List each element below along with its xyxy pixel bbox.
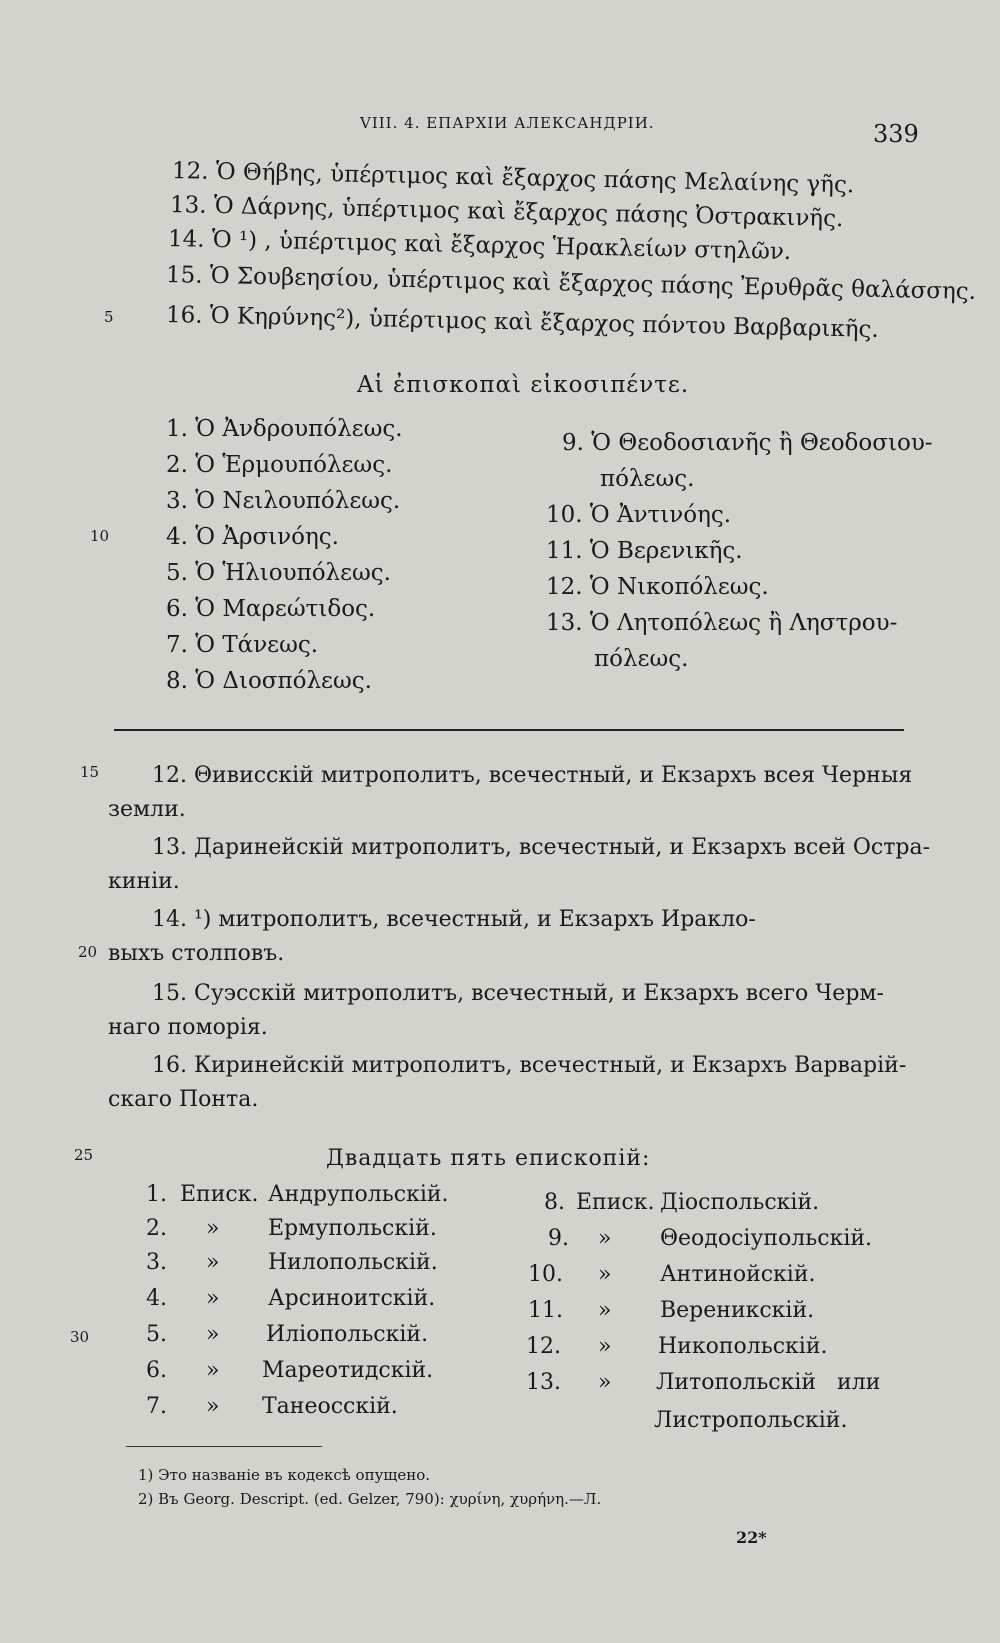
russian-bishop-mark: » xyxy=(206,1286,220,1311)
russian-bishop-num: 2. xyxy=(146,1216,167,1241)
russian-bishop-mark: » xyxy=(206,1216,220,1241)
russian-bishop-mark: » xyxy=(206,1322,220,1347)
russian-bishop-name: Литопольскій или xyxy=(656,1370,881,1395)
running-head: VIII. 4. ЕПАРХІИ АЛЕКСАНДРІИ. xyxy=(360,114,655,132)
russian-bishop-num: 11. xyxy=(528,1298,563,1323)
section-divider xyxy=(114,729,904,731)
greek-bishops-heading: Αἱ ἐπισκοπαὶ εἰκοσιπέντε. xyxy=(357,372,690,398)
margin-line-number: 30 xyxy=(70,1328,90,1346)
russian-bishop-mark: Еписк. xyxy=(180,1182,259,1207)
russian-bishop-num: 12. xyxy=(526,1334,561,1359)
russian-bishop-name: Діоспольскій. xyxy=(660,1190,820,1215)
greek-bishop-entry: 10. Ὁ Ἀντινόης. xyxy=(546,502,732,528)
russian-bishop-num: 6. xyxy=(146,1358,167,1383)
russian-line: 14. ¹) митрополитъ, всечестный, и Екзархъ Ираклo- xyxy=(152,907,756,932)
russian-bishop-num: 8. xyxy=(544,1190,565,1215)
russian-bishop-mark: » xyxy=(598,1298,612,1323)
russian-bishop-name: Андрупольскій. xyxy=(268,1182,449,1207)
greek-line: 14. Ὁ ¹) , ὑπέρτιμος καὶ ἔξαρχος Ἡρακλείων στηλῶν. xyxy=(167,226,792,266)
greek-bishop-entry: πόλεως. xyxy=(594,646,689,672)
russian-bishop-name: Танеосскій. xyxy=(262,1394,398,1419)
greek-bishop-entry: 5. Ὁ Ἡλιουπόλεως. xyxy=(166,560,391,586)
russian-bishop-mark: » xyxy=(598,1262,612,1287)
russian-bishop-name: Θеодосіупольскій. xyxy=(660,1226,873,1251)
russian-bishop-name: Никопольскій. xyxy=(658,1334,828,1359)
greek-line: 15. Ὁ Σουβεησίου, ὑπέρτιμος καὶ ἔξαρχος πάσης Ἐρυθρᾶς θαλάσσης. xyxy=(165,262,977,305)
russian-bishop-mark: » xyxy=(206,1394,220,1419)
russian-bishop-num: 4. xyxy=(146,1286,167,1311)
russian-bishop-mark: » xyxy=(206,1358,220,1383)
margin-line-number: 10 xyxy=(90,527,110,545)
greek-bishop-entry: 1. Ὁ Ἀνδρουπόλεως. xyxy=(166,416,403,442)
greek-bishop-entry: 9. Ὁ Θεοδοσιανῆς ἢ Θεοδοσιου- xyxy=(562,430,933,456)
russian-bishop-num: 10. xyxy=(528,1262,563,1287)
russian-bishop-name: Вереникскій. xyxy=(660,1298,815,1323)
russian-bishops-heading: Двадцать пять епископій: xyxy=(326,1146,651,1171)
margin-line-number: 5 xyxy=(104,308,114,326)
russian-bishop-name: Иліопольскій. xyxy=(266,1322,429,1347)
russian-bishop-name: Арсиноитскій. xyxy=(268,1286,436,1311)
russian-bishop-name: Нилопольскій. xyxy=(268,1250,438,1275)
footnote-rule xyxy=(126,1446,322,1447)
greek-line: 13. Ὁ Δάρνης, ὑπέρτιμος καὶ ἔξαρχος πάσης Ὀστρακινῆς. xyxy=(169,192,844,233)
russian-bishop-mark: Еписк. xyxy=(576,1190,655,1215)
russian-bishop-name: Ермупольскій. xyxy=(268,1216,437,1241)
russian-bishop-mark: » xyxy=(598,1334,612,1359)
greek-bishop-entry: 12. Ὁ Νικοπόλεως. xyxy=(546,574,769,600)
greek-bishop-entry: 6. Ὁ Μαρεώτιδος. xyxy=(166,596,376,622)
russian-bishop-name: Мареотидскій. xyxy=(262,1358,434,1383)
margin-line-number: 25 xyxy=(74,1146,94,1164)
russian-bishop-num: 9. xyxy=(548,1226,569,1251)
russian-line: 15. Суэсскій митрополитъ, всечестный, и Екзархъ всего Черм- xyxy=(152,981,884,1006)
russian-line: выхъ столповъ. xyxy=(108,941,285,966)
footnote: 1) Это названіе въ кодексѣ опущено. xyxy=(138,1466,431,1484)
russian-bishop-mark: » xyxy=(598,1226,612,1251)
greek-bishop-entry: πόλεως. xyxy=(600,466,695,492)
russian-bishop-num: 7. xyxy=(146,1394,167,1419)
greek-bishop-entry: 11. Ὁ Βερενικῆς. xyxy=(546,538,743,564)
greek-bishop-entry: 13. Ὁ Λητοπόλεως ἢ Ληστρου- xyxy=(546,610,898,636)
russian-bishop-num: 3. xyxy=(146,1250,167,1275)
russian-bishop-num: 1. xyxy=(146,1182,167,1207)
greek-bishop-entry: 4. Ὁ Ἀρσινόης. xyxy=(166,524,339,550)
margin-line-number: 20 xyxy=(78,943,98,961)
greek-line: 16. Ὁ Κηρύνης²), ὑπέρτιμος καὶ ἔξαρχος πόντου Βαρβαρικῆς. xyxy=(165,302,880,343)
russian-bishop-name: Антинойскій. xyxy=(660,1262,816,1287)
russian-line: 13. Даринейскій митрополитъ, всечестный, и Екзархъ всей Остра- xyxy=(152,835,931,860)
russian-line: 12. Θивисскій митрополитъ, всечестный, и Екзархъ всея Черныя xyxy=(152,763,913,788)
signature-mark: 22* xyxy=(736,1528,767,1547)
margin-line-number: 15 xyxy=(80,763,100,781)
russian-bishop-mark: » xyxy=(206,1250,220,1275)
russian-line: наго поморія. xyxy=(108,1015,268,1040)
greek-bishop-entry: 3. Ὁ Νειλουπόλεως. xyxy=(166,488,401,514)
greek-line: 12. Ὁ Θήβης, ὑπέρτιμος καὶ ἔξαρχος πάσης Μελαίνης γῆς. xyxy=(171,158,855,199)
russian-line: киніи. xyxy=(108,869,180,894)
russian-line: 16. Киринейскій митрополитъ, всечестный, и Екзархъ Варварій- xyxy=(152,1053,907,1078)
greek-bishop-entry: 2. Ὁ Ἑρμουπόλεως. xyxy=(166,452,393,478)
russian-bishop-name: Листропольскій. xyxy=(654,1408,848,1433)
page-number: 339 xyxy=(873,120,919,148)
russian-line: скаго Понта. xyxy=(108,1087,259,1112)
russian-bishop-num: 5. xyxy=(146,1322,167,1347)
footnote: 2) Въ Georg. Descript. (ed. Gelzer, 790): χυρίνη, χυρήνη.—Л. xyxy=(138,1490,602,1508)
russian-line: земли. xyxy=(108,797,186,822)
russian-bishop-num: 13. xyxy=(526,1370,561,1395)
greek-bishop-entry: 7. Ὁ Τάνεως. xyxy=(166,632,319,658)
russian-bishop-mark: » xyxy=(598,1370,612,1395)
greek-bishop-entry: 8. Ὁ Διοσπόλεως. xyxy=(166,668,372,694)
